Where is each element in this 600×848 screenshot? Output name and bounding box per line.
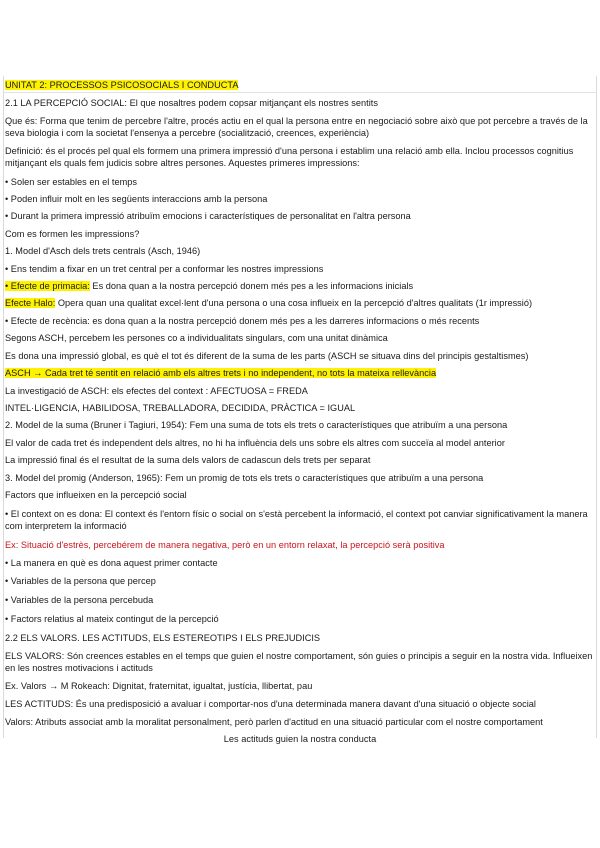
paragraph-halo: Efecte Halo: Opera quan una qualitat excel·lent d'una persona o una cosa influeix en la percepció d'altres qualitats (1r impressió)	[5, 298, 533, 308]
bullet-item: • Poden influir molt en les següents interaccions amb la persona	[5, 194, 268, 204]
paragraph: Es dona una impressió global, es què el tot és diferent de la suma de les parts (ASCH se situava dins del principis gestaltismes)	[5, 351, 529, 361]
paragraph: Segons ASCH, percebem les persones co a individualitats singulars, com una unitat dinàmica	[5, 333, 388, 343]
paragraph: Valors: Atributs associat amb la moralitat personalment, però parlen d'actitud en una situació particular com el nostre comportament	[5, 717, 543, 727]
closing-statement: Les actituds guien la nostra conducta	[223, 734, 377, 744]
paragraph: INTEL·LIGENCIA, HABILIDOSA, TREBALLADORA, DECIDIDA, PRÀCTICA = IGUAL	[5, 403, 356, 413]
paragraph: La investigació de ASCH: els efectes del context : AFECTUOSA = FREDA	[5, 386, 308, 396]
subheading: Factors que influeixen en la percepció social	[5, 490, 187, 500]
divider	[3, 92, 597, 93]
model-heading: 2. Model de la suma (Bruner i Tagiuri, 1954): Fem una suma de tots els trets o característiques que atribuïm a una persona	[5, 420, 508, 430]
bullet-context: • El context on es dona: El context és l'entorn físic o social on s'està percebent la informació, el context pot canviar significativament la manera com interpretem la informació	[5, 509, 588, 531]
paragraph: Ex. Valors → M Rokeach: Dignitat, fraternitat, igualtat, justícia, llibertat, pau	[5, 681, 313, 691]
paragraph: El valor de cada tret és independent dels altres, no hi ha influència dels uns sobre els altres com succeïa al model anterior	[5, 438, 505, 448]
example-red: Ex: Situació d'estrès, percebérem de manera negativa, però en un entorn relaxat, la percepció serà positiva	[5, 540, 445, 550]
paragraph-que-es: Que és: Forma que tenim de percebre l'altre, procés actiu en el qual la persona entre en negociació sobre això que pot percebre a través de la seva biologia i com la societat l'ensenya a percebre (socialització, creences, experiència)	[5, 116, 588, 138]
bullet-item: • Factors relatius al mateix contingut de la percepció	[5, 614, 219, 624]
paragraph: La impressió final és el resultat de la suma dels valors de cadascun dels trets per separat	[5, 455, 371, 465]
unit-title: UNITAT 2: PROCESSOS PSICOSOCIALS I CONDUCTA	[5, 80, 239, 90]
model-heading: 1. Model d'Asch dels trets centrals (Asch, 1946)	[5, 246, 201, 256]
bullet-item: • Variables de la persona que percep	[5, 576, 156, 586]
bullet-item: • Ens tendim a fixar en un tret central per a conformar les nostres impressions	[5, 264, 324, 274]
bullet-item: • Variables de la persona percebuda	[5, 595, 154, 605]
paragraph: LES ACTITUDS: És una predisposició a avaluar i comportar-nos d'una determinada manera davant d'una situació o objecte social	[5, 699, 536, 709]
bullet-item: • Solen ser estables en el temps	[5, 177, 138, 187]
bullet-item: • La manera en què es dona aquest primer contacte	[5, 558, 218, 568]
section-heading: 2.2 ELS VALORS. LES ACTITUDS, ELS ESTEREOTIPS I ELS PREJUDICIS	[5, 633, 321, 643]
bullet-primacia: • Efecte de primacia: Es dona quan a la nostra percepció donem més pes a les informacions inicials	[5, 281, 414, 291]
bullet-recencia: • Efecte de recència: es dona quan a la nostra percepció donem més pes a les darreres informacions o més recents	[5, 316, 480, 326]
paragraph-valors: ELS VALORS: Són creences estables en el temps que guien el nostre comportament, són guies o principis a seguir en la nostra vida. Influeixen en les nostres motivacions i actituds	[5, 651, 593, 673]
section-heading: 2.1 LA PERCEPCIÓ SOCIAL: El que nosaltres podem copsar mitjançant els nostres sentits	[5, 98, 378, 108]
subheading: Com es formen les impressions?	[5, 229, 140, 239]
bullet-item: • Durant la primera impressió atribuïm emocions i característiques de personalitat en l'altra persona	[5, 211, 411, 221]
highlight-asch: ASCH → Cada tret té sentit en relació amb els altres trets i no independent, no tots la mateixa rellevància	[5, 368, 437, 378]
model-heading: 3. Model del promig (Anderson, 1965): Fem un promig de tots els trets o característiques que atribuïm a una persona	[5, 473, 484, 483]
paragraph-definicio: Definició: és el procés pel qual els formem una primera impressió d'una persona i establim una relació amb ella. Inclou processos cognitius mitjançant els quals fem judicis sobre altres persones. Aquestes primeres impressions:	[5, 146, 574, 168]
